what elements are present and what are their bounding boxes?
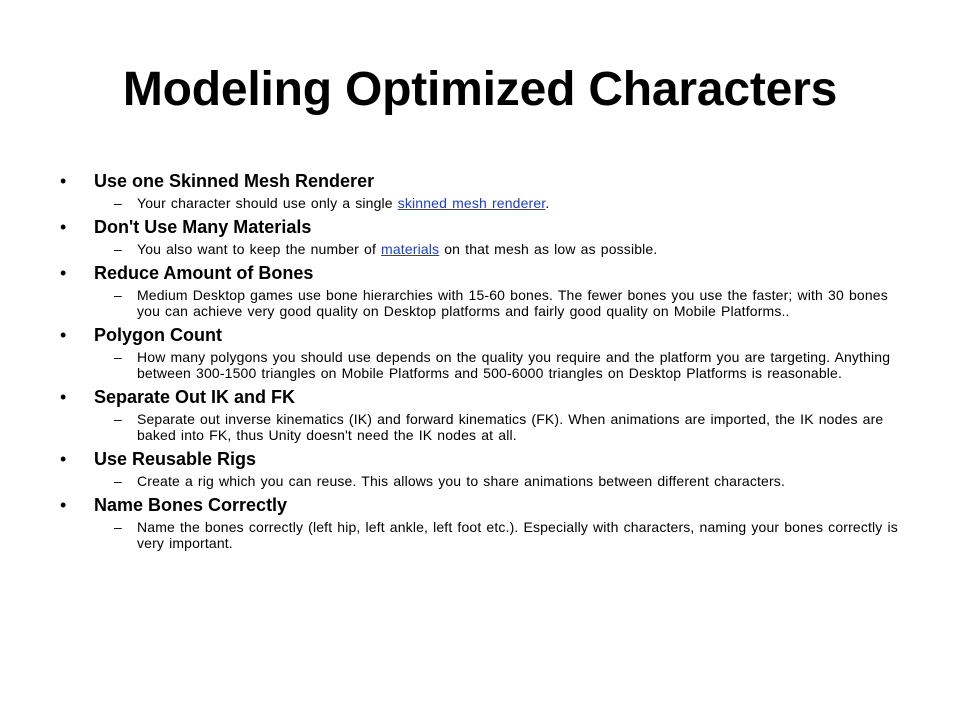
dash-icon: – [114,473,122,489]
bullet-heading-text: Don't Use Many Materials [94,217,312,237]
sub-bullet [58,349,908,381]
bullet-icon: • [60,325,67,345]
dash-icon: – [114,195,122,211]
list-item [58,324,908,381]
sub-bullet [58,473,908,489]
sub-bullet-text: Create a rig which you can reuse. This allows you to share animations between different characters. [137,473,785,489]
bullet-icon: • [60,217,67,237]
bullet-icon: • [60,263,67,283]
sub-bullet-text-end: on that mesh as low as possible. [439,241,658,257]
dash-icon: – [114,349,122,365]
sub-bullet [58,241,908,257]
bullet-heading [58,216,908,238]
bullet-heading-text: Use one Skinned Mesh Renderer [94,171,375,191]
dash-icon: – [114,287,122,303]
sub-bullet [58,287,908,319]
bullet-heading-text: Separate Out IK and FK [94,387,296,407]
bullet-icon: • [60,449,67,469]
bullet-heading-text: Reduce Amount of Bones [94,263,314,283]
list-item [58,216,908,257]
bullet-list [58,170,908,551]
sub-bullet-text: Name the bones correctly (left hip, left ankle, left foot etc.). Especially with characters, naming your bones correctly is very important. [137,519,898,551]
sub-bullet-text: Your character should use only a single [137,195,398,211]
bullet-heading-text: Name Bones Correctly [94,495,288,515]
sub-bullet-text: Medium Desktop games use bone hierarchies with 15-60 bones. The fewer bones you use the faster; with 30 bones you can achieve very good quality on Desktop platforms and fairly good quality on Mobile Platforms.. [137,287,888,319]
skinned-mesh-renderer-link[interactable]: skinned mesh renderer [397,195,546,211]
list-item [58,448,908,489]
bullet-heading [58,262,908,284]
sub-bullet-text: You also want to keep the number of [137,241,382,257]
sub-bullet-text-end: . [545,195,550,211]
bullet-heading [58,448,908,470]
sub-bullet-text: How many polygons you should use depends on the quality you require and the platform you are targeting. Anything between 300-1500 triangles on Mobile Platforms and 500-6000 triangles on Desktop Platforms is reasonable. [137,349,891,381]
sub-bullet [58,195,908,211]
list-item [58,386,908,443]
list-item [58,170,908,211]
slide-title: Modeling Optimized Characters [122,63,838,116]
sub-bullet-text: Separate out inverse kinematics (IK) and forward kinematics (FK). When animations are imported, the IK nodes are baked into FK, thus Unity doesn't need the IK nodes at all. [137,411,884,443]
sub-bullet [58,411,908,443]
bullet-icon: • [60,495,67,515]
bullet-heading [58,324,908,346]
dash-icon: – [114,241,122,257]
materials-link[interactable]: materials [381,241,440,257]
dash-icon: – [114,411,122,427]
sub-bullet [58,519,908,551]
bullet-icon: • [60,171,67,191]
bullet-heading [58,170,908,192]
bullet-heading-text: Polygon Count [94,325,222,345]
bullet-icon: • [60,387,67,407]
list-item [58,262,908,319]
dash-icon: – [114,519,122,535]
list-item [58,494,908,551]
bullet-heading-text: Use Reusable Rigs [94,449,257,469]
bullet-heading [58,494,908,516]
bullet-heading [58,386,908,408]
